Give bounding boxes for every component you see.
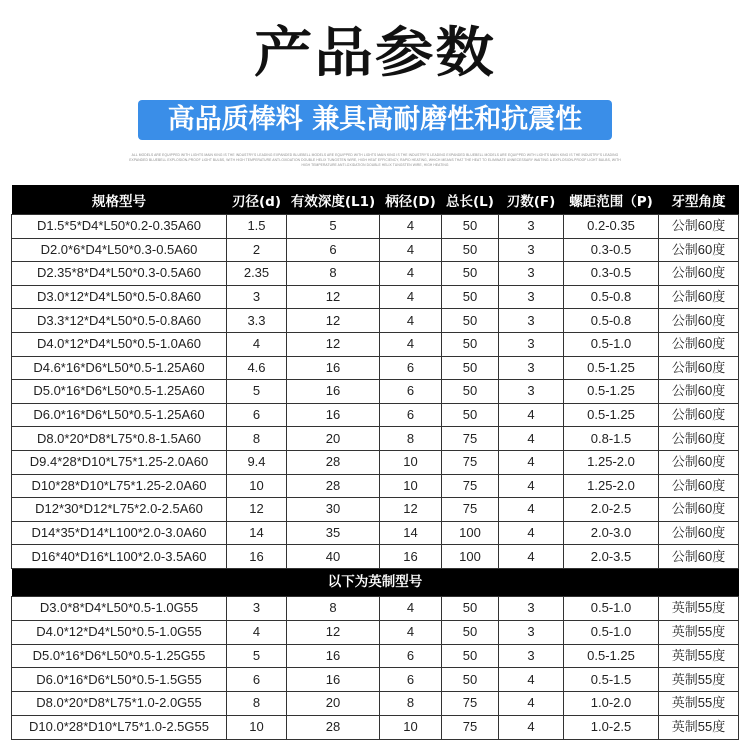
table-row (12, 668, 739, 692)
cell-shank-diameter: 6 (380, 356, 442, 380)
cell-total-length: 50 (442, 215, 499, 239)
cell-thread-angle: 公制60度 (659, 427, 739, 451)
cell-pitch-range: 0.3-0.5 (564, 238, 659, 262)
col-header-model: 规格型号 (12, 185, 227, 215)
cell-effective-depth: 40 (287, 545, 380, 569)
cell-thread-angle: 英制55度 (659, 644, 739, 668)
cell-effective-depth: 35 (287, 521, 380, 545)
cell-shank-diameter: 12 (380, 498, 442, 522)
cell-shank-diameter: 4 (380, 285, 442, 309)
cell-blade-diameter: 16 (227, 545, 287, 569)
cell-shank-diameter: 16 (380, 545, 442, 569)
metric-rows (12, 215, 739, 569)
cell-flutes: 3 (499, 285, 564, 309)
col-header-thread-angle: 牙型角度 (659, 185, 739, 215)
cell-effective-depth: 16 (287, 356, 380, 380)
table-row (12, 238, 739, 262)
col-header-total-length: 总长(L) (442, 185, 499, 215)
table-row (12, 620, 739, 644)
cell-effective-depth: 12 (287, 285, 380, 309)
table-row (12, 692, 739, 716)
cell-total-length: 50 (442, 644, 499, 668)
cell-shank-diameter: 4 (380, 215, 442, 239)
table-row (12, 427, 739, 451)
cell-pitch-range: 0.5-1.25 (564, 356, 659, 380)
table-row (12, 309, 739, 333)
cell-thread-angle: 公制60度 (659, 356, 739, 380)
cell-total-length: 100 (442, 521, 499, 545)
cell-model: D3.3*12*D4*L50*0.5-0.8A60 (12, 309, 227, 333)
table-row (12, 403, 739, 427)
table-row (12, 545, 739, 569)
cell-shank-diameter: 4 (380, 262, 442, 286)
cell-effective-depth: 12 (287, 332, 380, 356)
cell-blade-diameter: 5 (227, 380, 287, 404)
cell-pitch-range: 0.5-1.0 (564, 596, 659, 620)
cell-thread-angle: 公制60度 (659, 521, 739, 545)
cell-thread-angle: 公制60度 (659, 498, 739, 522)
cell-blade-diameter: 8 (227, 427, 287, 451)
cell-shank-diameter: 4 (380, 620, 442, 644)
cell-flutes: 3 (499, 644, 564, 668)
cell-blade-diameter: 9.4 (227, 450, 287, 474)
cell-pitch-range: 1.0-2.0 (564, 692, 659, 716)
cell-total-length: 50 (442, 332, 499, 356)
table-row (12, 498, 739, 522)
cell-flutes: 3 (499, 356, 564, 380)
cell-model: D14*35*D14*L100*2.0-3.0A60 (12, 521, 227, 545)
cell-model: D4.0*12*D4*L50*0.5-1.0A60 (12, 332, 227, 356)
cell-effective-depth: 30 (287, 498, 380, 522)
cell-pitch-range: 0.3-0.5 (564, 262, 659, 286)
col-header-effective-depth: 有效深度(L1) (287, 185, 380, 215)
cell-effective-depth: 20 (287, 427, 380, 451)
cell-pitch-range: 2.0-3.0 (564, 521, 659, 545)
cell-model: D16*40*D16*L100*2.0-3.5A60 (12, 545, 227, 569)
cell-blade-diameter: 8 (227, 692, 287, 716)
cell-shank-diameter: 4 (380, 309, 442, 333)
col-header-pitch-range: 螺距范围（P) (564, 185, 659, 215)
cell-thread-angle: 公制60度 (659, 215, 739, 239)
cell-shank-diameter: 4 (380, 238, 442, 262)
cell-effective-depth: 28 (287, 715, 380, 739)
cell-pitch-range: 2.0-3.5 (564, 545, 659, 569)
cell-thread-angle: 公制60度 (659, 380, 739, 404)
table-row (12, 521, 739, 545)
cell-flutes: 4 (499, 692, 564, 716)
cell-shank-diameter: 6 (380, 644, 442, 668)
cell-total-length: 75 (442, 692, 499, 716)
table-row (12, 262, 739, 286)
table-row (12, 644, 739, 668)
table-row (12, 450, 739, 474)
cell-shank-diameter: 6 (380, 668, 442, 692)
cell-pitch-range: 1.25-2.0 (564, 450, 659, 474)
cell-blade-diameter: 3 (227, 596, 287, 620)
cell-shank-diameter: 10 (380, 474, 442, 498)
table-row (12, 332, 739, 356)
cell-model: D2.0*6*D4*L50*0.3-0.5A60 (12, 238, 227, 262)
cell-thread-angle: 公制60度 (659, 262, 739, 286)
cell-effective-depth: 5 (287, 215, 380, 239)
cell-flutes: 4 (499, 545, 564, 569)
cell-thread-angle: 公制60度 (659, 450, 739, 474)
cell-effective-depth: 28 (287, 450, 380, 474)
cell-thread-angle: 公制60度 (659, 545, 739, 569)
imperial-rows (12, 596, 739, 739)
cell-thread-angle: 英制55度 (659, 620, 739, 644)
cell-model: D10*28*D10*L75*1.25-2.0A60 (12, 474, 227, 498)
cell-model: D5.0*16*D6*L50*0.5-1.25A60 (12, 380, 227, 404)
cell-effective-depth: 16 (287, 668, 380, 692)
cell-flutes: 3 (499, 596, 564, 620)
cell-effective-depth: 16 (287, 403, 380, 427)
cell-blade-diameter: 12 (227, 498, 287, 522)
cell-flutes: 3 (499, 309, 564, 333)
col-header-blade-diameter: 刃径(d) (227, 185, 287, 215)
col-header-flutes: 刃数(F) (499, 185, 564, 215)
cell-blade-diameter: 2 (227, 238, 287, 262)
table-row (12, 380, 739, 404)
cell-flutes: 4 (499, 403, 564, 427)
cell-pitch-range: 0.5-0.8 (564, 285, 659, 309)
cell-flutes: 3 (499, 262, 564, 286)
cell-blade-diameter: 6 (227, 668, 287, 692)
table-row (12, 285, 739, 309)
cell-thread-angle: 公制60度 (659, 309, 739, 333)
cell-model: D3.0*12*D4*L50*0.5-0.8A60 (12, 285, 227, 309)
cell-thread-angle: 公制60度 (659, 474, 739, 498)
page-title: 产品参数 (254, 21, 496, 84)
table-row (12, 715, 739, 739)
cell-effective-depth: 6 (287, 238, 380, 262)
cell-total-length: 50 (442, 285, 499, 309)
cell-flutes: 4 (499, 427, 564, 451)
cell-model: D10.0*28*D10*L75*1.0-2.5G55 (12, 715, 227, 739)
cell-flutes: 3 (499, 620, 564, 644)
cell-blade-diameter: 4 (227, 620, 287, 644)
cell-blade-diameter: 4 (227, 332, 287, 356)
cell-pitch-range: 0.8-1.5 (564, 427, 659, 451)
cell-thread-angle: 公制60度 (659, 403, 739, 427)
cell-blade-diameter: 14 (227, 521, 287, 545)
cell-blade-diameter: 5 (227, 644, 287, 668)
spec-table (11, 185, 739, 740)
cell-model: D4.0*12*D4*L50*0.5-1.0G55 (12, 620, 227, 644)
cell-blade-diameter: 1.5 (227, 215, 287, 239)
cell-thread-angle: 英制55度 (659, 715, 739, 739)
cell-effective-depth: 28 (287, 474, 380, 498)
cell-model: D3.0*8*D4*L50*0.5-1.0G55 (12, 596, 227, 620)
cell-pitch-range: 1.25-2.0 (564, 474, 659, 498)
cell-pitch-range: 1.0-2.5 (564, 715, 659, 739)
cell-flutes: 3 (499, 238, 564, 262)
cell-total-length: 50 (442, 262, 499, 286)
cell-flutes: 3 (499, 380, 564, 404)
cell-pitch-range: 0.5-1.25 (564, 380, 659, 404)
cell-effective-depth: 16 (287, 644, 380, 668)
cell-total-length: 75 (442, 498, 499, 522)
cell-model: D6.0*16*D6*L50*0.5-1.25A60 (12, 403, 227, 427)
table-row (12, 215, 739, 239)
cell-total-length: 75 (442, 450, 499, 474)
cell-total-length: 100 (442, 545, 499, 569)
cell-shank-diameter: 10 (380, 715, 442, 739)
cell-total-length: 50 (442, 356, 499, 380)
cell-thread-angle: 公制60度 (659, 332, 739, 356)
cell-shank-diameter: 6 (380, 403, 442, 427)
cell-total-length: 75 (442, 715, 499, 739)
cell-thread-angle: 英制55度 (659, 668, 739, 692)
cell-shank-diameter: 8 (380, 427, 442, 451)
cell-effective-depth: 8 (287, 262, 380, 286)
cell-pitch-range: 0.5-1.25 (564, 644, 659, 668)
cell-model: D4.6*16*D6*L50*0.5-1.25A60 (12, 356, 227, 380)
cell-total-length: 75 (442, 474, 499, 498)
cell-blade-diameter: 2.35 (227, 262, 287, 286)
cell-thread-angle: 英制55度 (659, 596, 739, 620)
cell-shank-diameter: 6 (380, 380, 442, 404)
cell-total-length: 50 (442, 238, 499, 262)
cell-shank-diameter: 10 (380, 450, 442, 474)
cell-model: D2.35*8*D4*L50*0.3-0.5A60 (12, 262, 227, 286)
cell-blade-diameter: 6 (227, 403, 287, 427)
cell-pitch-range: 0.2-0.35 (564, 215, 659, 239)
cell-flutes: 4 (499, 498, 564, 522)
cell-effective-depth: 8 (287, 596, 380, 620)
cell-flutes: 4 (499, 521, 564, 545)
cell-effective-depth: 16 (287, 380, 380, 404)
cell-shank-diameter: 4 (380, 332, 442, 356)
cell-blade-diameter: 10 (227, 474, 287, 498)
cell-effective-depth: 12 (287, 620, 380, 644)
cell-total-length: 50 (442, 309, 499, 333)
col-header-shank-diameter: 柄径(D) (380, 185, 442, 215)
cell-total-length: 75 (442, 427, 499, 451)
cell-total-length: 50 (442, 403, 499, 427)
cell-thread-angle: 公制60度 (659, 238, 739, 262)
cell-total-length: 50 (442, 668, 499, 692)
section-divider (12, 568, 739, 596)
cell-blade-diameter: 3.3 (227, 309, 287, 333)
cell-pitch-range: 0.5-1.25 (564, 403, 659, 427)
table-header-row (12, 185, 739, 215)
cell-shank-diameter: 8 (380, 692, 442, 716)
cell-pitch-range: 0.5-1.0 (564, 332, 659, 356)
cell-pitch-range: 0.5-1.0 (564, 620, 659, 644)
cell-thread-angle: 英制55度 (659, 692, 739, 716)
cell-total-length: 50 (442, 596, 499, 620)
cell-flutes: 4 (499, 450, 564, 474)
cell-flutes: 4 (499, 474, 564, 498)
cell-effective-depth: 20 (287, 692, 380, 716)
cell-model: D8.0*20*D8*L75*0.8-1.5A60 (12, 427, 227, 451)
cell-flutes: 3 (499, 215, 564, 239)
cell-total-length: 50 (442, 380, 499, 404)
cell-shank-diameter: 4 (380, 596, 442, 620)
cell-model: D6.0*16*D6*L50*0.5-1.5G55 (12, 668, 227, 692)
cell-model: D12*30*D12*L75*2.0-2.5A60 (12, 498, 227, 522)
table-row (12, 356, 739, 380)
cell-pitch-range: 0.5-0.8 (564, 309, 659, 333)
imperial-section-label: 以下为英制型号 (12, 568, 739, 596)
cell-shank-diameter: 14 (380, 521, 442, 545)
fine-print-text: ALL MODELS ARE EQUIPPED WITH LIGHTS MAIN KING IS THE INDUSTRY'S LEADING EXPANDED BLUEBELL MODELS ARE EQUIPPED WITH LIGHTS MAIN KING IS THE INDUSTRY'S LEADING EXPANDED BLUEBELL MODELS ARE EQUIPPED WITH LIGHTS MAIN KING IS THE INDUSTRY'S LEADING EXPANDED BLUEBELL EXPLOSION-PROOF LIGHT BULBS, WITH HIGH TEMPERATURE ANTI-OXIDATION DOUBLE HELIX TUNGSTEN WIRE, HIGH HEAT EFFICIENCY, RAPID HEATING, WHICH MEANS THAT THE HEAT TO ELIMINATE UNNECESSARY WAITING & EXPLOSION-PROOF LIGHT BULBS, WITH HIGH TEMPERATURE ANTI-OXIDATION DOUBLE HELIX TUNGSTEN WIRE, HIGH HEATING (129, 153, 621, 167)
table-row (12, 474, 739, 498)
cell-total-length: 50 (442, 620, 499, 644)
cell-flutes: 4 (499, 668, 564, 692)
cell-flutes: 4 (499, 715, 564, 739)
cell-thread-angle: 公制60度 (659, 285, 739, 309)
cell-blade-diameter: 3 (227, 285, 287, 309)
table-row (12, 596, 739, 620)
cell-effective-depth: 12 (287, 309, 380, 333)
feature-banner: 高品质棒料 兼具高耐磨性和抗震性 (138, 100, 612, 140)
cell-model: D8.0*20*D8*L75*1.0-2.0G55 (12, 692, 227, 716)
cell-blade-diameter: 4.6 (227, 356, 287, 380)
cell-pitch-range: 2.0-2.5 (564, 498, 659, 522)
cell-model: D9.4*28*D10*L75*1.25-2.0A60 (12, 450, 227, 474)
cell-model: D1.5*5*D4*L50*0.2-0.35A60 (12, 215, 227, 239)
cell-model: D5.0*16*D6*L50*0.5-1.25G55 (12, 644, 227, 668)
cell-pitch-range: 0.5-1.5 (564, 668, 659, 692)
cell-flutes: 3 (499, 332, 564, 356)
cell-blade-diameter: 10 (227, 715, 287, 739)
